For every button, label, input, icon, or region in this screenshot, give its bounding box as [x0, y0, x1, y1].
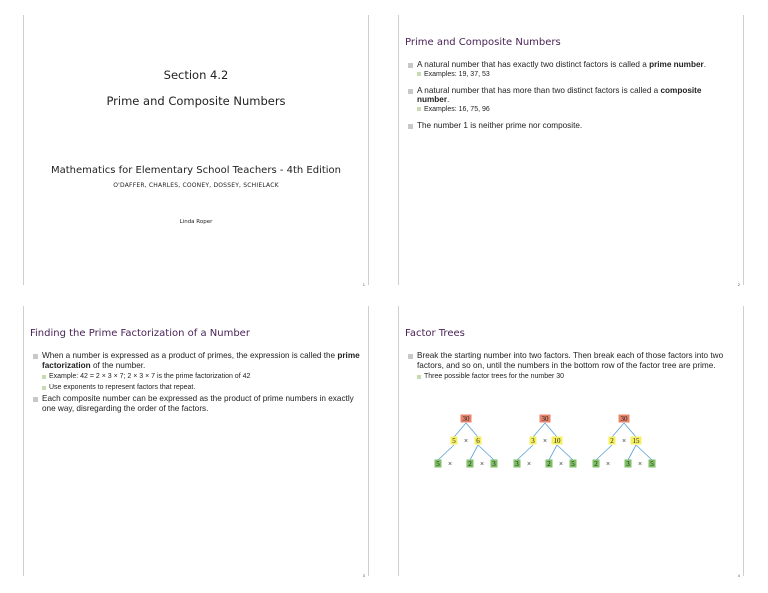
slide-title: Prime and Composite Numbers: [405, 37, 561, 48]
bullet-prime-definition: A natural number that has exactly two distinct factors is called a prime number.: [408, 60, 735, 70]
tree-leaf: 3: [492, 460, 496, 468]
bullet-number-one: The number 1 is neither prime nor composite.: [408, 121, 735, 131]
times-sign: ×: [605, 461, 611, 468]
slide-title: Factor Trees: [405, 328, 465, 339]
tree-branch: [557, 445, 573, 460]
tree-root: 30: [541, 415, 549, 423]
tree-branch: [533, 423, 545, 437]
tree-branch: [517, 445, 533, 460]
tree-leaf: 5: [650, 460, 654, 468]
tree-branch: [470, 445, 478, 460]
page-number: 4: [737, 573, 740, 578]
times-sign: ×: [447, 461, 453, 468]
tree-branch: [624, 423, 636, 437]
tree-branch: [478, 445, 494, 460]
presenter: Linda Roper: [179, 219, 213, 225]
times-sign: ×: [621, 438, 627, 445]
tree-leaf: 2: [547, 460, 551, 468]
slide-title: Prime and Composite Numbers: [106, 94, 286, 108]
bullet-factor-tree-method: Break the starting number into two factors. Then break each of those factors into two factors, and so on, until the numbers in the bottom row of the factor tree are prime.: [408, 351, 735, 370]
slide-body: [33, 351, 360, 413]
page-number: 2: [737, 282, 740, 287]
tree-branch: [612, 423, 624, 437]
tree-root: 30: [462, 415, 470, 423]
tree-branch: [628, 445, 636, 460]
tree-mid-right: 10: [553, 437, 561, 445]
tree-branch: [549, 445, 557, 460]
times-sign: ×: [637, 461, 643, 468]
sub-bullet-exponents: Use exponents to represent factors that repeat.: [33, 383, 360, 392]
book-title: Mathematics for Elementary School Teachers - 4th Edition: [50, 165, 342, 176]
page-number: 3: [362, 573, 365, 578]
tree-branch: [545, 423, 557, 437]
tree-branch: [438, 445, 454, 460]
sub-bullet-example: Example: 42 = 2 × 3 × 7; 2 × 3 × 7 is the prime factorization of 42: [33, 372, 360, 381]
tree-mid-right: 15: [632, 437, 640, 445]
tree-leaf: 5: [436, 460, 440, 468]
factor-trees: [399, 306, 745, 576]
tree-branch: [596, 445, 612, 460]
slide-title: Finding the Prime Factorization of a Number: [30, 328, 250, 339]
tree-leaf: 3: [515, 460, 519, 468]
times-sign: ×: [558, 461, 564, 468]
tree-mid-left: 2: [610, 437, 614, 445]
tree-branch: [466, 423, 478, 437]
tree-mid-left: 3: [531, 437, 535, 445]
sub-bullet-composite-examples: Examples: 16, 75, 96: [408, 105, 735, 114]
tree-branch: [454, 423, 466, 437]
times-sign: ×: [463, 438, 469, 445]
tree-leaf: 2: [594, 460, 598, 468]
slide-1: [23, 15, 369, 285]
tree-leaf: 2: [468, 460, 472, 468]
times-sign: ×: [479, 461, 485, 468]
tree-leaf: 5: [571, 460, 575, 468]
tree-root: 30: [620, 415, 628, 423]
tree-mid-right: 6: [476, 437, 480, 445]
section-label: Section 4.2: [163, 68, 229, 82]
slide-2: [398, 15, 744, 285]
slide-body: [408, 60, 735, 130]
sub-bullet-prime-examples: Examples: 19, 37, 53: [408, 70, 735, 79]
authors: O'DAFFER, CHARLES, COONEY, DOSSEY, SCHIELACK: [113, 182, 279, 189]
bullet-composite-definition: A natural number that has more than two distinct factors is called a composite number.: [408, 86, 735, 105]
tree-branch: [636, 445, 652, 460]
bullet-unique-factorization: Each composite number can be expressed as the product of prime numbers in exactly one way, disregarding the order of the factors.: [33, 394, 360, 413]
times-sign: ×: [542, 438, 548, 445]
slide-3: [23, 306, 369, 576]
times-sign: ×: [526, 461, 532, 468]
page-number: 1: [362, 282, 365, 287]
tree-leaf: 3: [626, 460, 630, 468]
bullet-prime-factorization: When a number is expressed as a product of primes, the expression is called the prime factorization of the number.: [33, 351, 360, 370]
tree-mid-left: 5: [452, 437, 456, 445]
sub-bullet-three-trees: Three possible factor trees for the number 30: [408, 372, 735, 381]
slide-4: [398, 306, 744, 576]
